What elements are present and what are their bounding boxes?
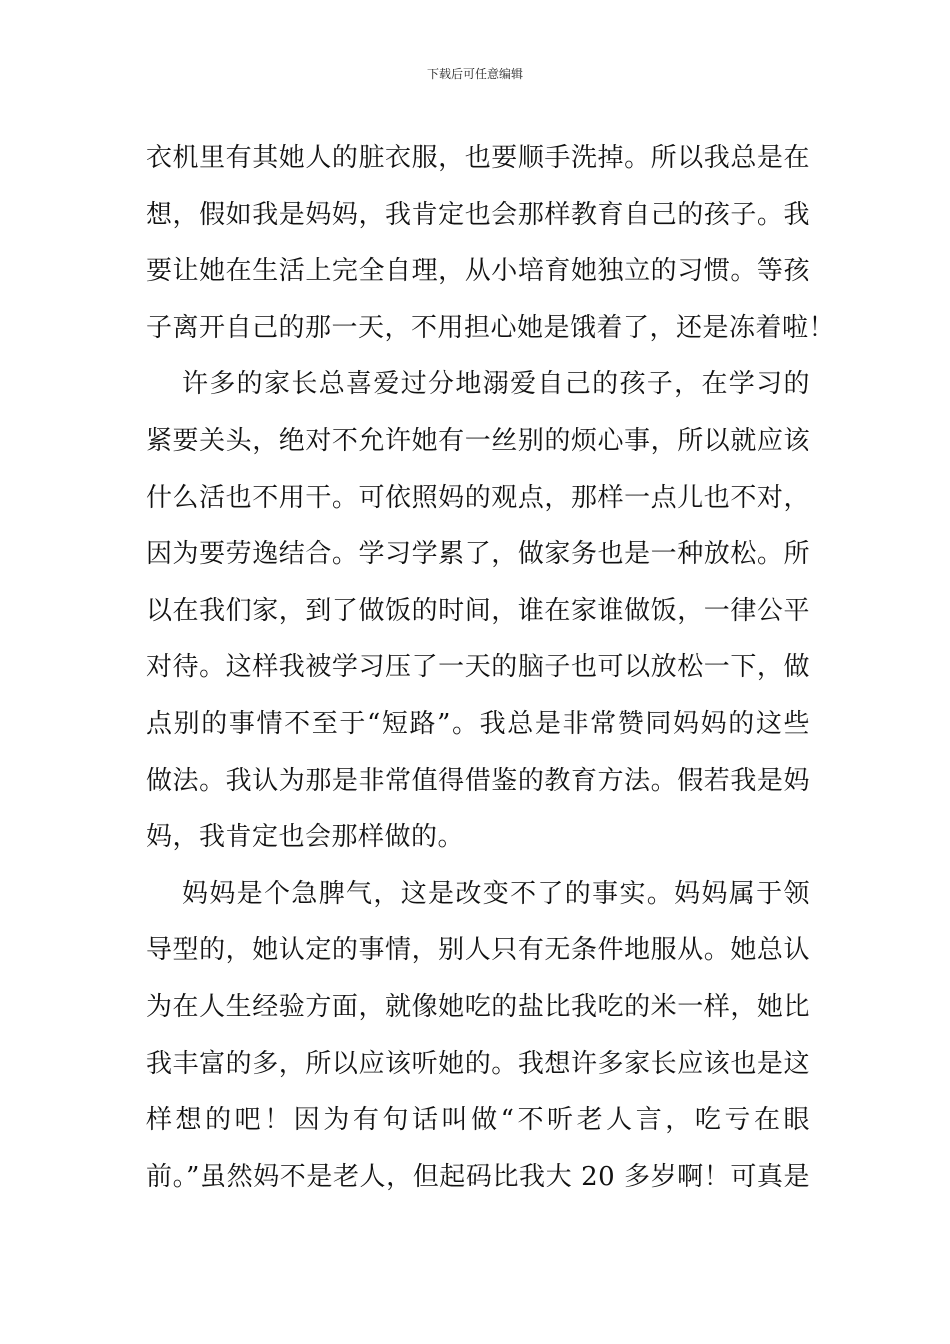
text-line: 样想的吧！因为有句话叫做“不听老人言，吃亏在眼 (146, 1105, 810, 1136)
text-line: 什么活也不用干。可依照妈的观点，那样一点儿也不对， (146, 482, 810, 513)
text-line: 紧要关头，绝对不允许她有一丝别的烦心事，所以就应该 (146, 425, 810, 456)
text-line: 想，假如我是妈妈，我肯定也会那样教育自己的孩子。我 (146, 199, 810, 230)
text-line: 导型的，她认定的事情，别人只有无条件地服从。她总认 (146, 935, 810, 966)
text-line: 点别的事情不至于“短路”。我总是非常赞同妈妈的这些 (146, 708, 810, 739)
text-line: 对待。这样我被学习压了一天的脑子也可以放松一下，做 (146, 652, 810, 683)
page-header: 下载后可任意编辑 (426, 67, 523, 81)
text-line: 以在我们家，到了做饭的时间，谁在家谁做饭，一律公平 (146, 595, 810, 626)
text-line: 要让她在生活上完全自理，从小培育她独立的习惯。等孩 (146, 256, 810, 287)
text-line: 为在人生经验方面，就像她吃的盐比我吃的米一样，她比 (146, 991, 810, 1022)
text-line: 子离开自己的那一天，不用担心她是饿着了，还是冻着啦！ (146, 312, 836, 343)
text-line: 做法。我认为那是非常值得借鉴的教育方法。假若我是妈 (146, 765, 810, 796)
paragraph-first-line: 许多的家长总喜爱过分地溺爱自己的孩子，在学习的 (182, 369, 810, 400)
text-line: 因为要劳逸结合。学习学累了，做家务也是一种放松。所 (146, 539, 810, 570)
paragraph-first-line: 妈妈是个急脾气，这是改变不了的事实。妈妈属于领 (182, 878, 810, 909)
document-body (146, 130, 836, 1205)
text-line: 前。”虽然妈不是老人，但起码比我大 20 多岁啊！可真是 (146, 1161, 810, 1192)
text-line: 我丰富的多，所以应该听她的。我想许多家长应该也是这 (146, 1048, 810, 1079)
text-line: 衣机里有其她人的脏衣服，也要顺手洗掉。所以我总是在 (146, 143, 810, 173)
text-line: 妈，我肯定也会那样做的。 (146, 822, 465, 853)
